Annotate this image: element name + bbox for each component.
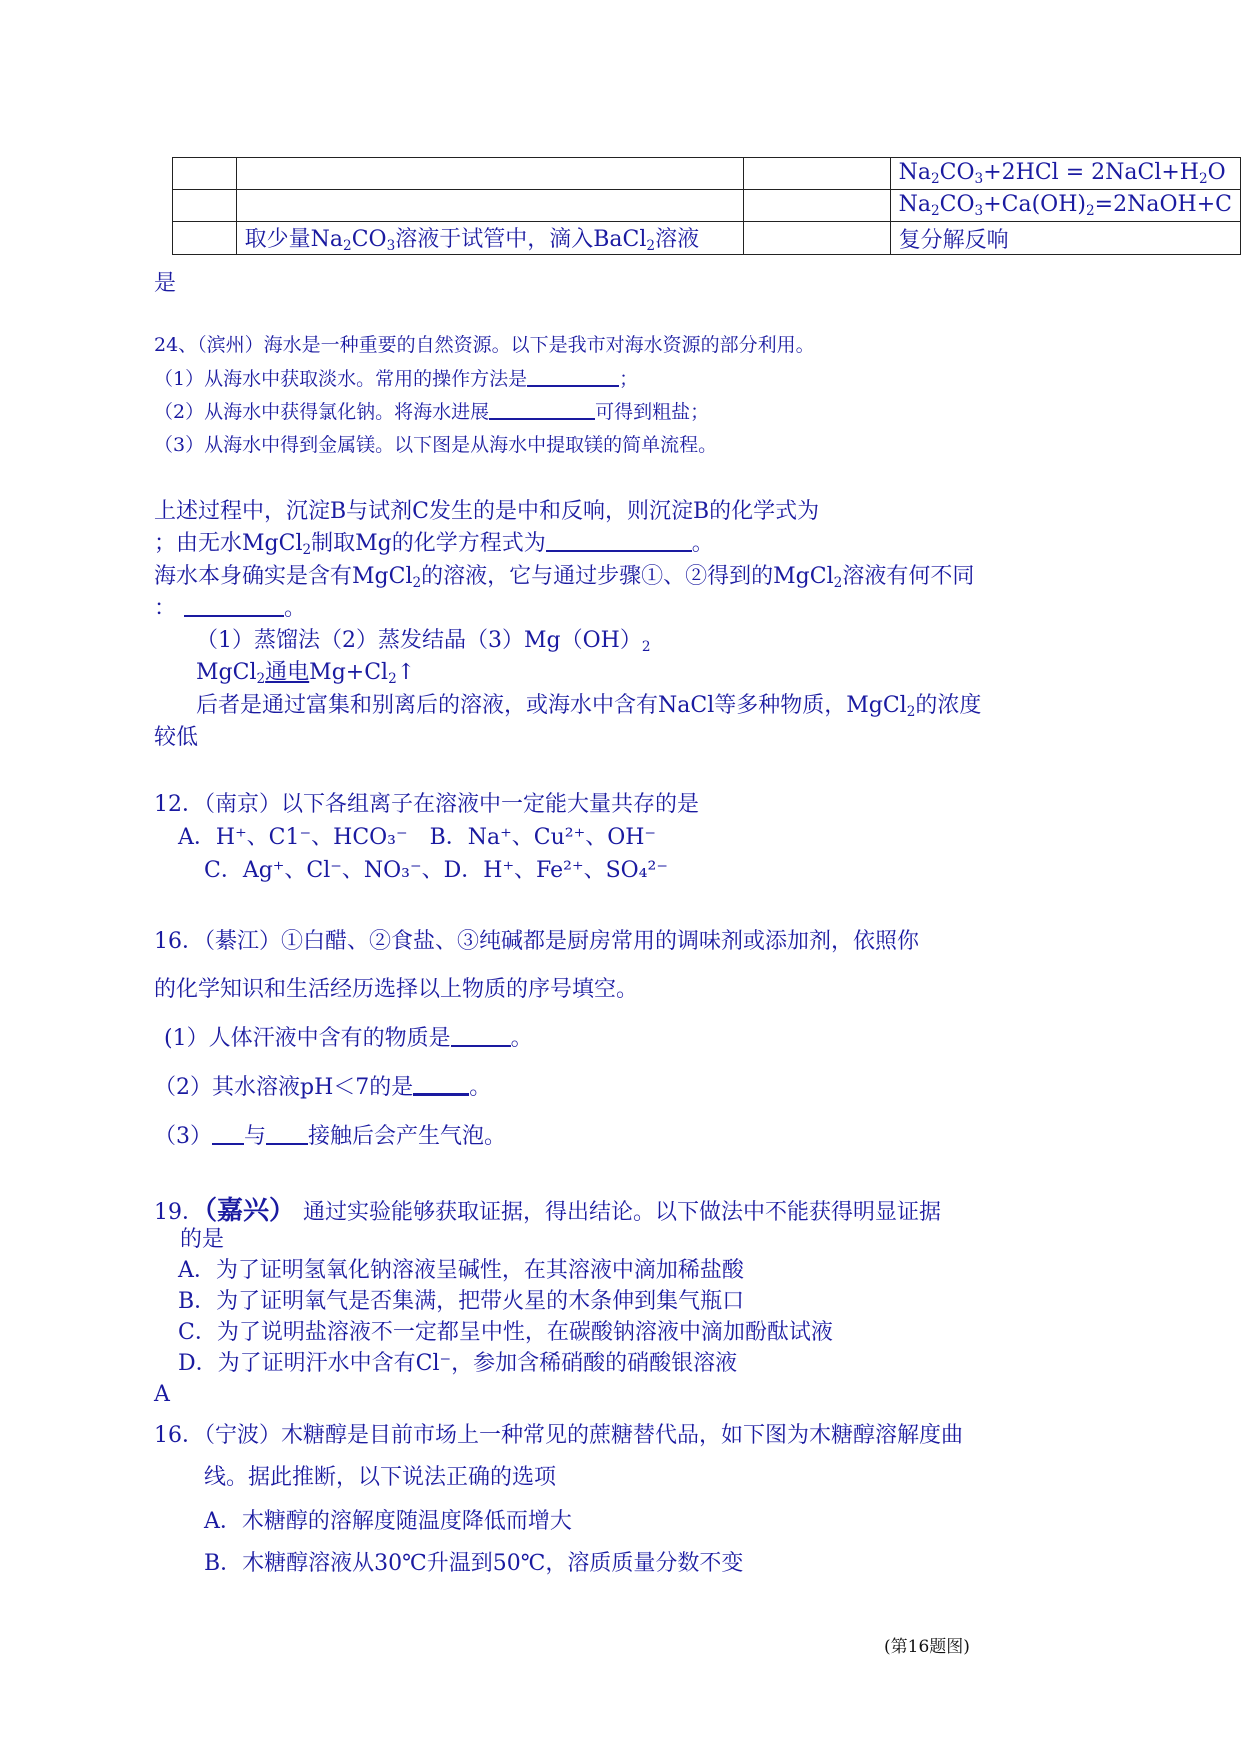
question-text: ；由无水MgCl (154, 531, 303, 556)
question-text: 与 (244, 1124, 267, 1149)
table-cell (236, 190, 743, 222)
answer-blank (413, 1071, 469, 1096)
question-16a-part3 (154, 1119, 506, 1150)
question-24-title: 24、（滨州）海水是一种重要的自然资源。以下是我市对海水资源的部分利用。 (154, 334, 815, 356)
table-cell: $Na_2CO_3+2HCl$ = $2NaCl+H_2O$ (890, 158, 1240, 190)
answer-blank (212, 1121, 244, 1145)
question-12-options-ab (178, 820, 656, 851)
table-cell-text: =2NaOH+C (1094, 191, 1232, 217)
question-text: 。 (469, 1075, 492, 1100)
table-cell-text: +Ca(OH) (983, 191, 1086, 217)
question-24-line2: ；由无水MgCl$_2$制取Mg的化学方程式为 。 (154, 526, 714, 558)
answer-text: Mg+Cl (309, 660, 389, 685)
question-24-line4 (154, 591, 306, 622)
question-text: 可得到粗盐； (595, 401, 710, 423)
option-d: D．H⁺、Fe²⁺、SO₄²⁻ (443, 858, 668, 883)
question-16a-part2 (154, 1070, 491, 1101)
table-cell-text: 溶液于试管中，滴入BaCl (395, 227, 647, 252)
question-19-answer: A (154, 1382, 170, 1407)
table-cell (890, 222, 1240, 255)
question-text: （1）从海水中获取淡水。常用的操作方法是 (154, 368, 528, 390)
answer-blank (546, 528, 692, 552)
question-19-title (154, 1190, 941, 1227)
answer-blank (184, 593, 284, 617)
question-16a-title: 16．（綦江）①白醋、②食盐、③纯碱都是厨房常用的调味剂或添加剂，依照你 (154, 929, 919, 954)
question-text: 海水本身确实是含有MgCl (154, 564, 413, 589)
answer-blank (527, 366, 619, 387)
question-19-option-d: D．为了证明汗水中含有Cl⁻，参加含稀硝酸的硝酸银溶液 (178, 1351, 738, 1376)
table-cell: $Na_2CO_3+Ca(OH)_2=2NaOH+C$ (890, 190, 1240, 222)
table-cell (743, 222, 890, 255)
question-text: ； (619, 368, 639, 390)
option-b: B．Na⁺、Cu²⁺、OH⁻ (429, 825, 657, 850)
question-16a-part1 (164, 1021, 533, 1052)
question-text: 接触后会产生气泡。 (308, 1124, 507, 1149)
question-19-option-a: A．为了证明氢氧化钠溶液呈碱性，在其溶液中滴加稀盐酸 (178, 1258, 744, 1283)
question-24-part3: （3）从海水中得到金属镁。以下图是从海水中提取镁的简单流程。 (154, 434, 718, 456)
answer-text: 的浓度 (915, 693, 982, 718)
answer-24-line2: MgCl$_2$通电$Mg+Cl_2↑$ (196, 660, 416, 688)
reaction-table (172, 157, 1241, 255)
answer-24-line4: 较低 (154, 725, 199, 750)
question-24-part2 (154, 397, 709, 424)
question-text: （2）从海水中获得氯化钠。将海水进展 (154, 401, 490, 423)
table-cell (173, 222, 237, 255)
table-cell (236, 158, 743, 190)
answer-blank (489, 399, 595, 420)
answer-24-line3: 后者是通过富集和别离后的溶液，或海水中含有NaCl等多种物质，MgCl$_2$的浓度 (196, 693, 982, 721)
answer-text: （1）蒸馏法（2）蒸发结晶（3）Mg（OH） (196, 628, 642, 653)
question-text: 溶液有何不同 (842, 564, 975, 589)
question-16b-title: 16．（宁波）木糖醇是目前市场上一种常见的蔗糖替代品，如下图为木糖醇溶解度曲 (154, 1423, 963, 1448)
table-cell-text: 溶液 (655, 227, 700, 252)
option-c: C．Ag⁺、Cl⁻、NO₃⁻、 (204, 858, 444, 883)
question-text: （3） (154, 1124, 212, 1149)
answer-text: MgCl (196, 660, 257, 685)
question-16b-line2: 线。据此推断，以下说法正确的选项 (204, 1465, 557, 1490)
table-cell-text: Na (898, 191, 931, 217)
table-cell-text: 取少量Na (244, 227, 344, 252)
table-row (173, 222, 1241, 255)
figure-caption: (第16题图) (884, 1637, 970, 1657)
table-cell (173, 158, 237, 190)
table-cell-text: +2HCl = 2NaCl+H (983, 159, 1199, 185)
table-cell-text: O (1207, 159, 1226, 185)
question-12-options-cd (204, 853, 668, 884)
table-cell (743, 158, 890, 190)
answer-text: 通电 (265, 660, 310, 685)
question-text: 。 (691, 531, 714, 556)
table-cell-text: CO (939, 159, 975, 185)
table-cell-text: CO (939, 191, 975, 217)
answer-blank (266, 1121, 308, 1145)
question-text: ： (154, 596, 177, 621)
table-cell (743, 190, 890, 222)
question-text: 。 (510, 1026, 533, 1051)
answer-24-line1: （1）蒸馏法（2）蒸发结晶$(3)Mg(OH)_2$ (196, 628, 651, 656)
option-a: A．H⁺、C1⁻、HCO₃⁻ (178, 825, 408, 850)
table-cell (173, 190, 237, 222)
table-row (173, 158, 1241, 190)
question-19-option-b: B．为了证明氧气是否集满，把带火星的木条伸到集气瓶口 (178, 1289, 745, 1314)
answer-text: 后者是通过富集和别离后的溶液，或海水中含有NaCl等多种物质，MgCl (196, 693, 907, 718)
answer-text: ↑ (396, 660, 416, 685)
question-19-line2: 的是 (180, 1227, 225, 1252)
question-24-part1 (154, 364, 638, 391)
question-19-option-c: C．为了说明盐溶液不一定都呈中性，在碳酸钠溶液中滴加酚酞试液 (178, 1320, 833, 1345)
question-24-line3: 海水本身确实是含有MgCl$_2$的溶液，它与通过步骤①、②得到的MgCl$_2$溶液有何不同 (154, 564, 975, 592)
table-cell: 取少量$Na_2CO_3$溶液于试管中，滴入BaCl$_2$溶液 (236, 222, 743, 255)
question-24-line1: 上述过程中，沉淀B与试剂C发生的是中和反响，则沉淀B的化学式为 (154, 499, 820, 524)
question-text: （2）其水溶液pH＜7的是 (154, 1075, 414, 1100)
table-row (173, 190, 1241, 222)
question-text: 的溶液，它与通过步骤①、②得到的MgCl (421, 564, 834, 589)
question-16a-line2: 的化学知识和生活经历选择以上物质的序号填空。 (154, 977, 639, 1002)
question-number: 19． (154, 1200, 204, 1225)
answer-blank (451, 1023, 511, 1047)
question-text: 。 (284, 596, 307, 621)
question-source: （嘉兴） (204, 1196, 296, 1226)
continuation-text: 是 (154, 271, 177, 296)
question-16b-option-a: A．木糖醇的溶解度随温度降低而增大 (204, 1509, 572, 1534)
question-text: (1）人体汗液中含有的物质是 (164, 1026, 451, 1051)
table-cell-text: 复分解反响 (898, 227, 1009, 253)
table-cell-text: CO (351, 227, 387, 252)
question-text: 通过实验能够获取证据，得出结论。以下做法中不能获得明显证据 (303, 1200, 942, 1225)
question-12-title: 12．（南京）以下各组离子在溶液中一定能大量共存的是 (154, 792, 699, 817)
question-text: 制取Mg的化学方程式为 (311, 531, 546, 556)
question-16b-option-b: B．木糖醇溶液从30℃升温到50℃，溶质质量分数不变 (204, 1551, 744, 1576)
table-cell-text: Na (898, 159, 931, 185)
